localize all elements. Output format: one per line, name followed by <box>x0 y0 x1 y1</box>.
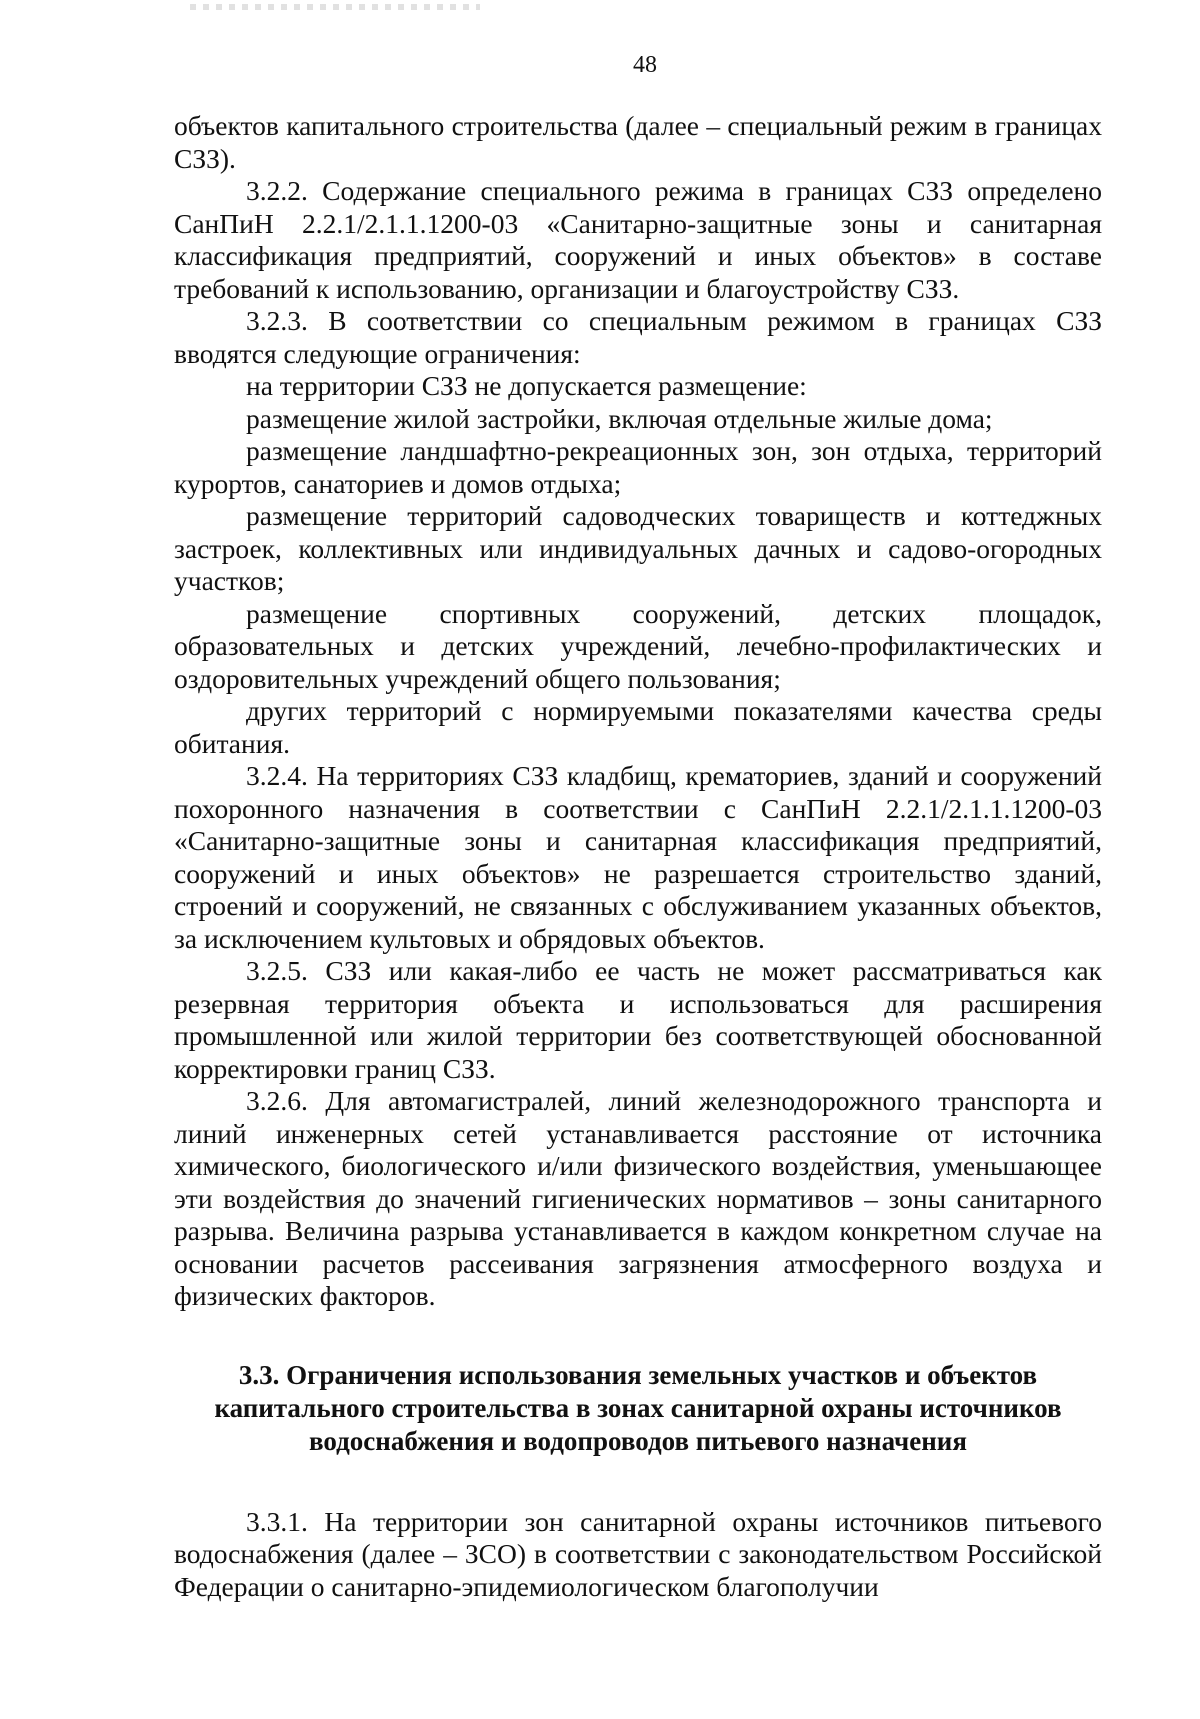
paragraph-3-2-4: 3.2.4. На территориях СЗЗ кладбищ, крематориев, зданий и сооружений похоронного назначения в соответствии с СанПиН 2.2.1/2.1.1.1200-03 «Санитарно-защитные зоны и санитарная классификация предприятий, сооружений и иных объектов» не разрешается строительство зданий, строений и сооружений, не связанных с обслуживанием указанных объектов, за исключением культовых и обрядовых объектов. <box>174 760 1102 954</box>
document-body <box>174 110 1102 1603</box>
paragraph-3-3-1: 3.3.1. На территории зон санитарной охраны источников питьевого водоснабжения (далее – ЗСО) в соответствии с законодательством Российской Федерации о санитарно-эпидемиологическом благополучии <box>174 1505 1102 1602</box>
scan-artifact <box>190 4 480 10</box>
paragraph-3-2-3: 3.2.3. В соответствии со специальным режимом в границах СЗЗ вводятся следующие ограничения: <box>174 305 1102 369</box>
restriction-item: других территорий с нормируемыми показателями качества среды обитания. <box>174 695 1102 759</box>
restriction-item: размещение территорий садоводческих товариществ и коттеджных застроек, коллективных или индивидуальных дачных и садово-огородных участков; <box>174 500 1102 596</box>
paragraph-3-2-6: 3.2.6. Для автомагистралей, линий железнодорожного транспорта и линий инженерных сетей устанавливается расстояние от источника химического, биологического и/или физического воздействия, уменьшающее эти воздействия до значений гигиенических нормативов – зоны санитарного разрыва. Величина разрыва устанавливается в каждом конкретном случае на основании расчетов рассеивания загрязнения атмосферного воздуха и физических факторов. <box>174 1085 1102 1311</box>
restriction-item: размещение спортивных сооружений, детских площадок, образовательных и детских учреждений, лечебно-профилактических и оздоровительных учреждений общего пользования; <box>174 597 1102 694</box>
restriction-intro: на территории СЗЗ не допускается размещение: <box>246 370 807 401</box>
paragraph-3-2-5: 3.2.5. СЗЗ или какая-либо ее часть не может рассматриваться как резервная территория объекта и использоваться для расширения промышленной или жилой территории без соответствующей обоснованной корректировки границ СЗЗ. <box>174 955 1102 1084</box>
restriction-item: размещение жилой застройки, включая отдельные жилые дома; <box>246 402 993 434</box>
restriction-item: размещение ландшафтно-рекреационных зон, зон отдыха, территорий курортов, санаториев и домов отдыха; <box>174 435 1102 499</box>
paragraph-continuation: объектов капитального строительства (далее – специальный режим в границах СЗЗ). <box>174 110 1102 174</box>
paragraph-3-2-2: 3.2.2. Содержание специального режима в границах СЗЗ определено СанПиН 2.2.1/2.1.1.1200-03 «Санитарно-защитные зоны и санитарная классификация предприятий, сооружений и иных объектов» в составе требований к использованию, организации и благоустройству СЗЗ. <box>174 175 1102 304</box>
section-heading-3-3: 3.3. Ограничения использования земельных участков и объектов капитального строительства в зонах санитарной охраны источников водоснабжения и водопроводов питьевого назначения <box>214 1359 1062 1456</box>
page-number: 48 <box>633 52 657 78</box>
